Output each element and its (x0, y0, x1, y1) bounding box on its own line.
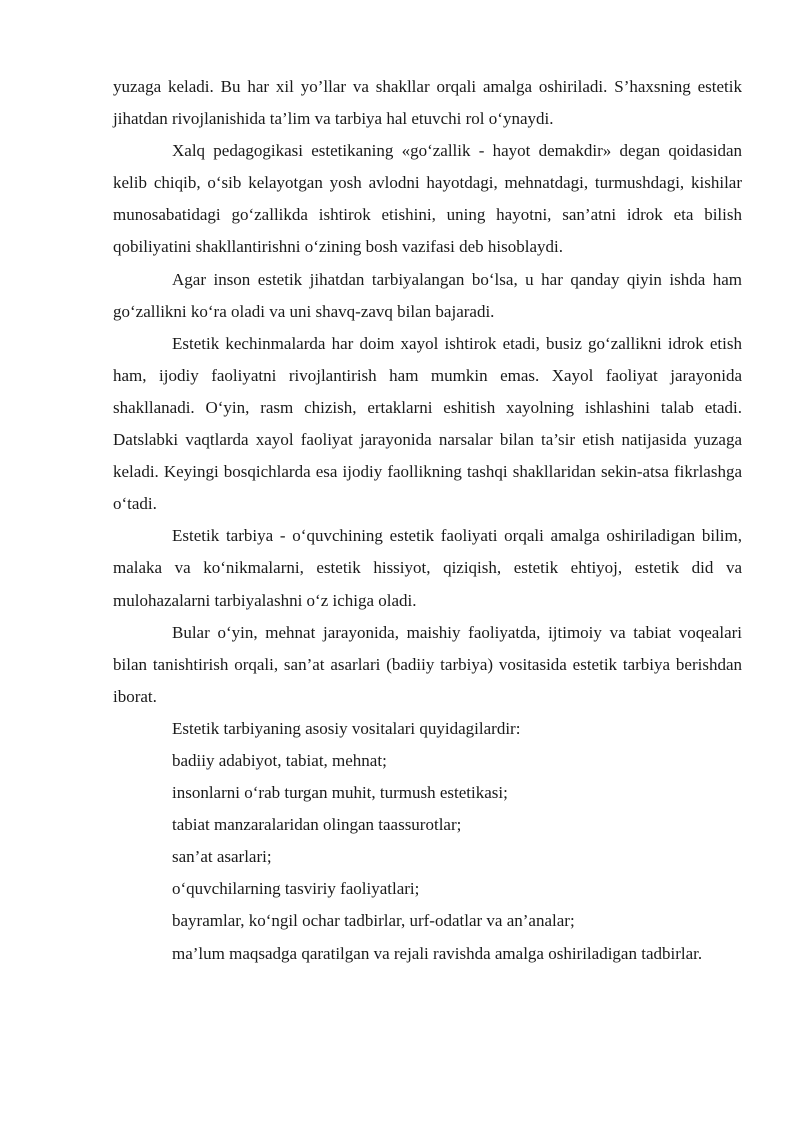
paragraph-list-intro: Estetik tarbiyaning asosiy vositalari quyidagilardir: (172, 718, 521, 738)
paragraph-aesthetic-education-definition: Estetik tarbiya - o‘quvchining estetik faoliyati orqali amalga oshiriladigan bilim, malaka va ko‘nikmalarni, estetik hissiyot, qiziqish, estetik ehtiyoj, estetik did va mulohazalarni tarbiyalashni o‘z ichiga oladi. (113, 526, 742, 610)
paragraph-folk-pedagogy: Xalq pedagogikasi estetikaning «go‘zallik - hayot demakdir» degan qoidasidan kelib chiqib, o‘sib kelayotgan yosh avlodni hayotdagi, mehnatdagi, turmushdagi, kishilar munosabatidagi go‘zallikda ishtirok etishini, uning hayotni, san’atni idrok eta bilish qobiliyatini shakllantirishni o‘zining bosh vazifasi deb hisoblaydi. (113, 141, 742, 257)
paragraph-aesthetic-means: Bular o‘yin, mehnat jarayonida, maishiy faoliyatda, ijtimoiy va tabiat voqealari bilan tanishtirish orqali, san’at asarlari (badiiy tarbiya) vositasida estetik tarbiya berishdan iborat. (113, 622, 742, 706)
list-item-closing: ma’lum maqsadga qaratilgan va rejali ravishda amalga oshiriladigan tadbirlar. (172, 943, 703, 963)
list-item: insonlarni o‘rab turgan muhit, turmush estetikasi; (172, 783, 508, 803)
list-item: badiiy adabiyot, tabiat, mehnat; (172, 750, 387, 770)
paragraph-continuation: yuzaga keladi. Bu har xil yo’llar va shakllar orqali amalga oshiriladi. S’haxsning estetik jihatdan rivojlanishida ta’lim va tarbiya hal etuvchi rol o‘ynaydi. (113, 77, 742, 129)
list-item: o‘quvchilarning tasviriy faoliyatlari; (172, 879, 420, 899)
list-item: san’at asarlari; (172, 847, 272, 867)
document-page (113, 71, 742, 970)
list-item: tabiat manzaralaridan olingan taassurotlar; (172, 815, 462, 835)
list-item: bayramlar, ko‘ngil ochar tadbirlar, urf-odatlar va an’analar; (172, 911, 575, 931)
paragraph-imagination: Estetik kechinmalarda har doim xayol ishtirok etadi, busiz go‘zallikni idrok etish ham, ijodiy faoliyatni rivojlantirish ham mumkin emas. Xayol faoliyat jarayonida shakllanadi. O‘yin, rasm chizish, ertaklarni eshitish xayolning ishlashini talab etadi. Datslabki vaqtlarda xayol faoliyat jarayonida narsalar bilan ta’sir etish natijasida yuzaga keladi. Keyingi bosqichlarda esa ijodiy faollikning tashqi shakllaridan sekin-atsa fikrlashga o‘tadi. (113, 333, 742, 514)
paragraph-educated-person: Agar inson estetik jihatdan tarbiyalangan bo‘lsa, u har qanday qiyin ishda ham go‘zallikni ko‘ra oladi va uni shavq-zavq bilan bajaradi. (113, 269, 742, 321)
